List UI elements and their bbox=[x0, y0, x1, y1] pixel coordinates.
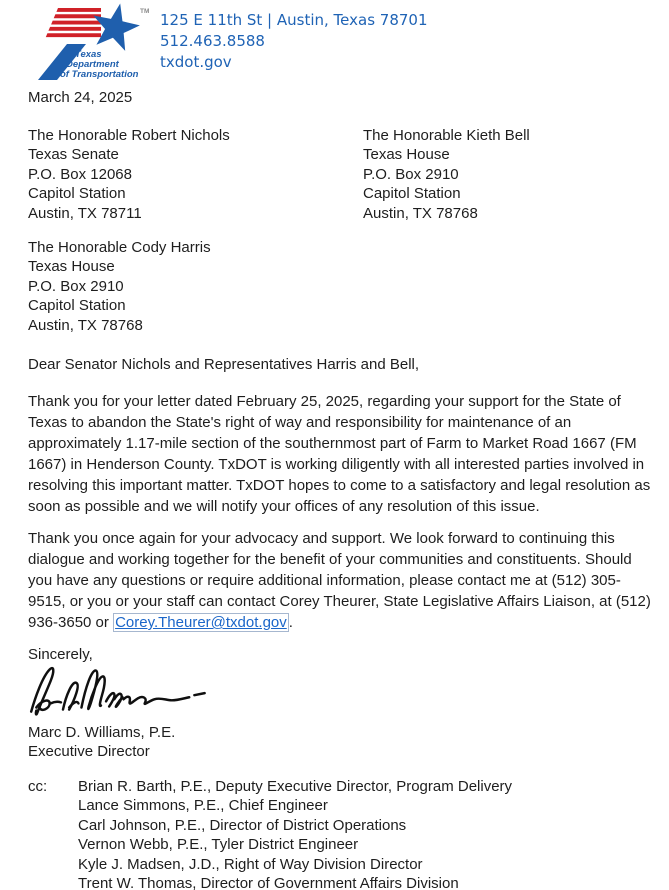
recipient-nichols bbox=[28, 126, 230, 223]
recipient-line: Austin, TX 78768 bbox=[28, 316, 143, 334]
letterhead-website: txdot.gov bbox=[160, 53, 232, 71]
recipient-line: The Honorable Kieth Bell bbox=[363, 127, 530, 144]
trademark-symbol: TM bbox=[140, 8, 150, 15]
recipient-line: Austin, TX 78711 bbox=[28, 204, 142, 222]
body-paragraph-1: Thank you for your letter dated February 25, 2025, regarding your support for the State of Texas to abandon the State's right of way and responsibility for maintenance of an approximately 1.17-mile section of the southernmost part of Farm to Market Road 1667 (FM 1667) in Henderson County. TxDOT is working diligently with all interested parties involved in resolving this important matter. TxDOT hopes to come to a satisfactory and legal resolution as soon as possible and we will notify your offices of any resolution of this issue. bbox=[28, 393, 651, 515]
recipient-line: Capitol Station bbox=[28, 185, 126, 203]
recipient-line: The Honorable Robert Nichols bbox=[28, 127, 230, 144]
cc-item: Vernon Webb, P.E., Tyler District Engineer bbox=[78, 836, 359, 854]
cc-item: Trent W. Thomas, Director of Government Affairs Division bbox=[78, 875, 459, 890]
letter-date: March 24, 2025 bbox=[28, 89, 133, 106]
handwritten-signature bbox=[24, 656, 219, 720]
recipient-line: Austin, TX 78768 bbox=[363, 204, 478, 222]
paragraph-2-period: . bbox=[288, 614, 293, 631]
cc-item: Lance Simmons, P.E., Chief Engineer bbox=[78, 797, 328, 815]
recipient-line: Capitol Station bbox=[363, 185, 461, 203]
recipient-line: Texas Senate bbox=[28, 146, 119, 164]
cc-item: Kyle J. Madsen, J.D., Right of Way Division Director bbox=[78, 855, 423, 873]
recipient-line: Texas House bbox=[363, 146, 450, 164]
cc-list bbox=[78, 777, 512, 890]
recipient-line: P.O. Box 12068 bbox=[28, 165, 132, 183]
closing: Sincerely, bbox=[28, 646, 93, 663]
recipient-line: P.O. Box 2910 bbox=[28, 277, 124, 295]
recipient-harris bbox=[28, 238, 211, 335]
signer-name: Marc D. Williams, P.E. bbox=[28, 724, 176, 741]
recipient-bell bbox=[363, 126, 530, 223]
signer-title: Executive Director bbox=[28, 743, 150, 760]
logo-org-name: Texas Department of Transportation bbox=[60, 49, 139, 80]
recipient-line: P.O. Box 2910 bbox=[363, 165, 459, 183]
letterhead-phone: 512.463.8588 bbox=[160, 32, 265, 50]
cc-label: cc: bbox=[28, 778, 48, 795]
cc-item: Carl Johnson, P.E., Director of District Operations bbox=[78, 816, 407, 834]
recipient-line: Capitol Station bbox=[28, 297, 126, 315]
txdot-logo bbox=[27, 2, 157, 80]
recipient-line: Texas House bbox=[28, 258, 115, 276]
body-paragraph-2 bbox=[28, 528, 652, 633]
salutation: Dear Senator Nichols and Representatives Harris and Bell, bbox=[28, 356, 420, 373]
letterhead-address: 125 E 11th St | Austin, Texas 78701 bbox=[160, 11, 428, 29]
flag-stripes-icon bbox=[46, 8, 101, 37]
paragraph-2-text: Thank you once again for your advocacy and support. We look forward to continuing this dialogue and working together for the benefit of your communities and constituents. Should you have any questions or require additional information, please contact me at (512) 305-9515, or you or your staff can contact Corey Theurer, State Legislative Affairs Liaison, at (512) 936-3650 or bbox=[28, 530, 651, 631]
letterhead-contact bbox=[160, 10, 428, 73]
email-link[interactable]: Corey.Theurer@txdot.gov bbox=[115, 614, 287, 631]
cc-block bbox=[28, 777, 512, 890]
cc-item: Brian R. Barth, P.E., Deputy Executive Director, Program Delivery bbox=[78, 778, 513, 795]
recipient-line: The Honorable Cody Harris bbox=[28, 239, 211, 256]
